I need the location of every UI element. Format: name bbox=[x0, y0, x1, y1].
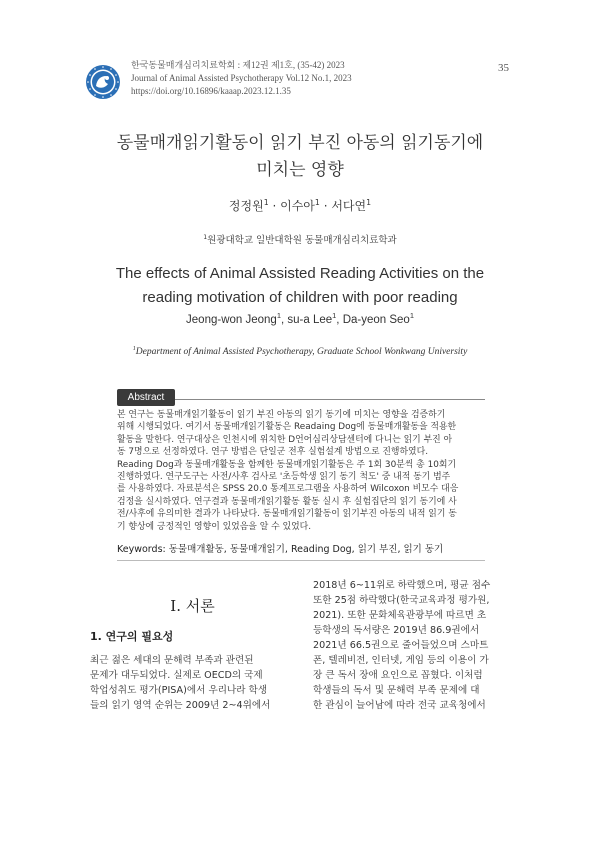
abstract-line: Reading Dog과 동물매개활동을 함께한 동물매개읽기활동은 주 1회 30분씩 총 10회기 bbox=[117, 459, 457, 470]
body-line: 2018년 6~11위로 하락했으며, 평균 점수 bbox=[313, 580, 491, 591]
author-ko-3: 서다연 bbox=[331, 199, 367, 213]
journal-info bbox=[131, 59, 352, 98]
abstract-label: Abstract bbox=[117, 389, 175, 406]
page-number: 35 bbox=[498, 62, 509, 74]
author-en-1: Jeong-won Jeong bbox=[186, 314, 277, 326]
title-korean-line2: 미치는 영향 bbox=[256, 160, 344, 180]
title-english-line1: The effects of Animal Assisted Reading Activities on the bbox=[115, 265, 485, 282]
subsection-title: 1. 연구의 필요성 bbox=[90, 630, 174, 643]
affiliation-english: $^1$Department of Animal Assisted Psychotherapy, Graduate School Wonkwang University bbox=[132, 345, 468, 357]
abstract-line: 전/사후에 유의미한 결과가 나타났다. 동물매개읽기활동이 읽기부진 아동의 내적 읽기 동 bbox=[117, 509, 457, 520]
title-english-line2: reading motivation of children with poor reading bbox=[142, 289, 458, 306]
doi-link[interactable]: https://doi.org/10.16896/kaaap.2023.12.1.35 bbox=[131, 86, 291, 96]
body-line: 폰, 텔레비전, 인터넷, 게임 등의 이용이 가 bbox=[313, 655, 489, 666]
journal-line-ko: 한국동물매개심리치료학회 : 제12권 제1호, (35-42) 2023 bbox=[131, 60, 345, 70]
abstract-line: 동 7명으로 선정하였다. 연구 방법은 단일군 전후 실험설계 방법으로 진행하였다. bbox=[117, 447, 429, 458]
author-en-2: su-a Lee bbox=[287, 314, 333, 326]
abstract-line: 활동을 말한다. 연구대상은 인천시에 위치한 D언어심리상담센터에 다니는 읽기 부진 아 bbox=[117, 434, 453, 445]
abstract-line: 진행하였다. 연구도구는 사전/사후 검사로 '초등학생 읽기 동기 척도' 중 내적 동기 범주 bbox=[117, 472, 451, 483]
abstract-text bbox=[117, 409, 489, 533]
body-line: 2021). 또한 문화체육관광부에 따르면 초 bbox=[313, 610, 487, 621]
abstract-line: 본 연구는 동물매개읽기활동이 읽기 부진 아동의 읽기 동기에 미치는 영향을 검증하기 bbox=[117, 410, 446, 420]
body-line: 들의 읽기 영역 순위는 2009년 2~4위에서 bbox=[90, 700, 271, 711]
affiliation-korean: $^1$원광대학교 일반대학원 동물매개심리치료학과 bbox=[203, 233, 397, 246]
author-ko-1: 정정원 bbox=[228, 199, 264, 213]
author-en-3: Da-yeon Seo bbox=[342, 314, 410, 326]
body-line: 등학생의 독서량은 2019년 86.9권에서 bbox=[313, 625, 480, 636]
body-line: 한 관심이 늘어남에 따라 전국 교육청에서 bbox=[313, 700, 486, 711]
journal-logo-icon bbox=[85, 64, 121, 100]
title-korean-line1: 동물매개읽기활동이 읽기 부진 아동의 읽기동기에 bbox=[116, 133, 484, 153]
journal-line-en: Journal of Animal Assisted Psychotherapy Vol.12 No.1, 2023 bbox=[131, 73, 352, 83]
body-line: 최근 젊은 세대의 문해력 부족과 관련된 bbox=[90, 655, 254, 666]
body-line: 학업성취도 평가(PISA)에서 우리나라 학생 bbox=[90, 685, 268, 696]
abstract-bottom-rule bbox=[117, 560, 485, 561]
keywords: Keywords: 동물매개활동, 동물매개읽기, Reading Dog, 읽기 부진, 읽기 동기 bbox=[117, 544, 444, 555]
body-line: 학생들의 독서 및 문해력 부족 문제에 대 bbox=[313, 685, 480, 696]
body-line: 2021년 66.5권으로 줄어들었으며 스마트 bbox=[313, 640, 489, 651]
body-column-left bbox=[90, 653, 297, 713]
section-title: I. 서론 bbox=[170, 597, 215, 615]
body-line: 문제가 대두되었다. 실제로 OECD의 국제 bbox=[90, 670, 263, 681]
authors-english: Jeong-won Jeong$^1$, su-a Lee$^1$, Da-yeon Seo$^1$ bbox=[186, 311, 414, 326]
body-line: 또한 25점 하락했다(한국교육과정 평가원, bbox=[313, 595, 490, 606]
abstract-line: 위해 시행되었다. 여기서 동물매개읽기활동은 Readaing Dog에 동물매개활동을 적용한 bbox=[117, 422, 457, 433]
body-line: 장 큰 독서 장애 요인으로 꼽혔다. 이처럼 bbox=[313, 670, 483, 681]
title-english bbox=[60, 262, 540, 310]
authors-korean: 정정원$^1$ · 이수아$^1$ · 서다연$^1$ bbox=[228, 198, 372, 213]
abstract-line: 를 사용하였다. 자료분석은 SPSS 20.0 통계프로그램을 사용하여 Wilcoxon 비모수 대응 bbox=[117, 484, 459, 495]
abstract-line: 기 향상에 긍정적인 영향이 있었음을 알 수 있었다. bbox=[117, 521, 312, 532]
author-ko-2: 이수아 bbox=[280, 199, 315, 213]
body-column-right bbox=[313, 578, 516, 713]
abstract-line: 검정을 실시하였다. 연구결과 동물매개읽기활동 활동 실시 후 실험집단의 읽기 동기에 사 bbox=[117, 496, 457, 507]
title-korean bbox=[60, 130, 540, 184]
